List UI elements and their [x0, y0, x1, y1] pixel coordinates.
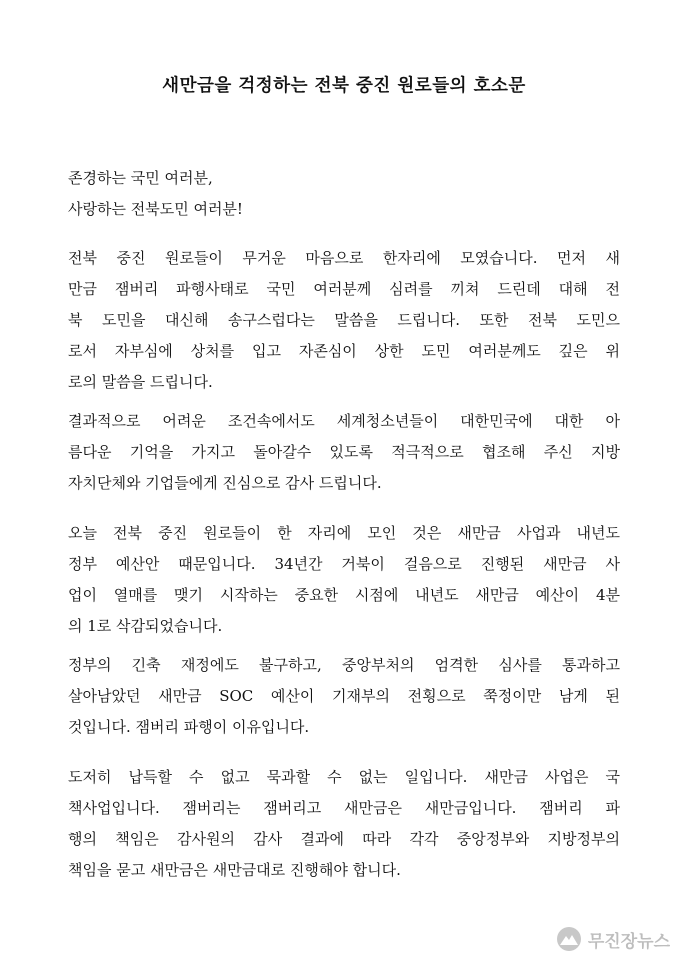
paragraph-apology [68, 243, 620, 398]
paragraph-line: 살아남았던 새만금 SOC 예산이 기재부의 전횡으로 쭉정이만 남게 된 [68, 687, 620, 705]
paragraph-line: 업이 열매를 맺기 시작하는 중요한 시점에 내년도 새만금 예산이 4분 [68, 586, 620, 604]
paragraph-line: 도저히 납득할 수 없고 묵과할 수 없는 일입니다. 새만금 사업은 국 [68, 768, 620, 786]
watermark [556, 926, 670, 952]
paragraph-line: 북 도민을 대신해 송구스럽다는 말씀을 드립니다. 또한 전북 도민으 [68, 311, 620, 329]
paragraph-budget [68, 518, 620, 642]
paragraph-thanks [68, 406, 620, 499]
paragraph-line: 전북 중진 원로들이 무거운 마음으로 한자리에 모였습니다. 먼저 새 [68, 249, 620, 267]
paragraph-line: 의 1로 삭감되었습니다. [68, 617, 223, 635]
paragraph-line: 결과적으로 어려운 조건속에서도 세계청소년들이 대한민국에 대한 아 [68, 412, 620, 430]
paragraph-line: 정부 예산안 때문입니다. 34년간 거북이 걸음으로 진행된 새만금 사 [68, 555, 620, 573]
paragraph-line: 름다운 기억을 가지고 돌아갈수 있도록 적극적으로 협조해 주신 지방 [68, 443, 620, 461]
mountain-logo-icon [556, 926, 582, 952]
paragraph-line: 로서 자부심에 상처를 입고 자존심이 상한 도민 여러분께도 깊은 위 [68, 342, 620, 360]
paragraph-line: 만금 잼버리 파행사태로 국민 여러분께 심려를 끼쳐 드린데 대해 전 [68, 280, 620, 298]
greeting-line: 존경하는 국민 여러분, [68, 169, 213, 187]
paragraph-line: 자치단체와 기업들에게 진심으로 감사 드립니다. [68, 474, 382, 492]
document-title: 새만금을 걱정하는 전북 중진 원로들의 호소문 [162, 76, 526, 96]
paragraph-soc-budget [68, 650, 620, 743]
paragraph-demand [68, 762, 620, 886]
greeting [68, 163, 620, 225]
greeting-line: 사랑하는 전북도민 여러분! [68, 200, 243, 218]
watermark-text: 무진장뉴스 [587, 931, 670, 952]
paragraph-line: 행의 책임은 감사원의 감사 결과에 따라 각각 중앙정부와 지방정부의 [68, 830, 620, 848]
paragraph-line: 정부의 긴축 재정에도 불구하고, 중앙부처의 엄격한 심사를 통과하고 [68, 656, 620, 674]
paragraph-line: 책임을 묻고 새만금은 새만금대로 진행해야 합니다. [68, 861, 401, 879]
paragraph-line: 것입니다. 잼버리 파행이 이유입니다. [68, 718, 310, 736]
paragraph-line: 로의 말씀을 드립니다. [68, 373, 213, 391]
paragraph-line: 오늘 전북 중진 원로들이 한 자리에 모인 것은 새만금 사업과 내년도 [68, 524, 620, 542]
paragraph-line: 책사업입니다. 잼버리는 잼버리고 새만금은 새만금입니다. 잼버리 파 [68, 799, 620, 817]
